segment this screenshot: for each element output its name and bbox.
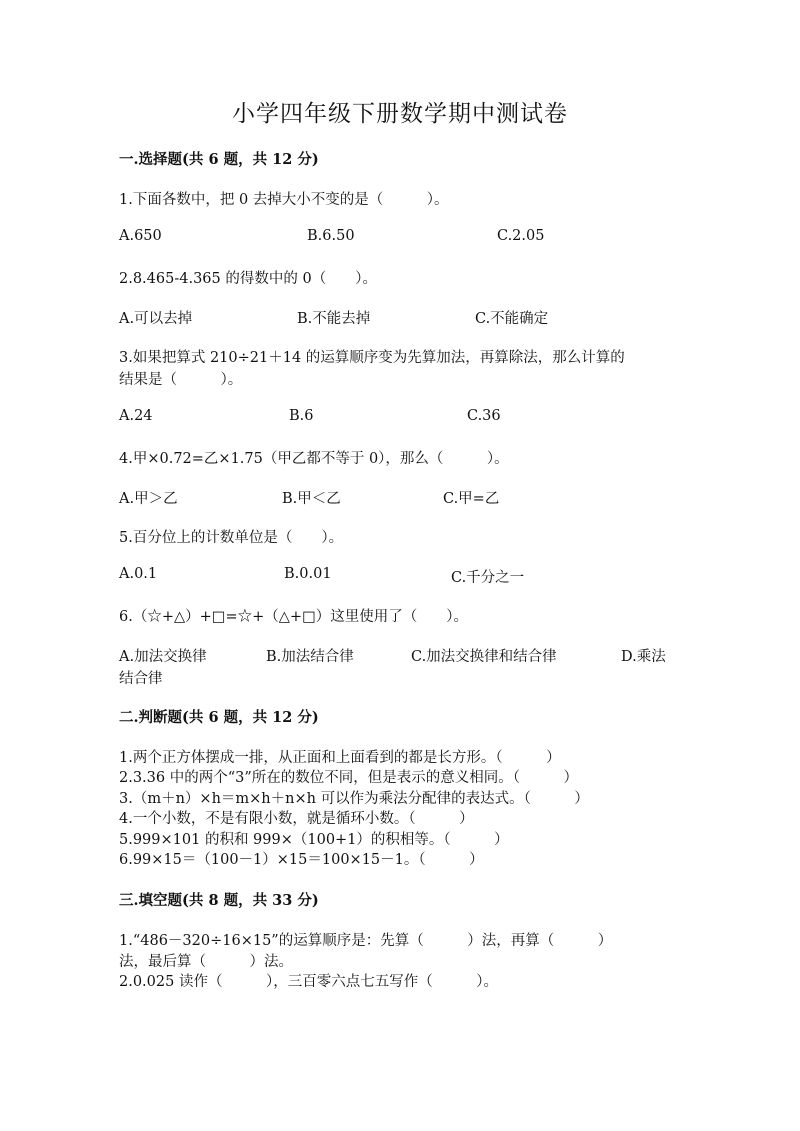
- question-5-option-a: A.0.1: [119, 566, 158, 582]
- question-6-option-b: B.加法结合律: [266, 649, 354, 665]
- question-6-option-d-continued: 结合律: [119, 671, 163, 687]
- question-6-option-d: D.乘法: [621, 649, 666, 665]
- question-1-option-c: C.2.05: [497, 228, 545, 244]
- section-heading-true-false: 二.判断题(共 6 题，共 12 分): [119, 709, 319, 726]
- fill-in-question-1-line1: 1.“486－320÷16×15”的运算顺序是：先算（ ）法，再算（ ）: [119, 933, 613, 949]
- true-false-item-6: 6.99×15＝（100－1）×15＝100×15－1。（ ）: [119, 852, 484, 868]
- true-false-item-5: 5.999×101 的积和 999×（100+1）的积相等。（ ）: [119, 832, 509, 848]
- page-title: 小学四年级下册数学期中测试卷: [232, 101, 568, 127]
- question-4-option-c: C.甲=乙: [443, 491, 500, 507]
- fill-in-question-2: 2.0.025 读作（ ），三百零六点七五写作（ ）。: [119, 974, 498, 990]
- question-4-stem: 4.甲×0.72=乙×1.75（甲乙都不等于 0），那么（ ）。: [119, 451, 509, 467]
- section-heading-fill-in: 三.填空题(共 8 题，共 33 分): [119, 892, 319, 909]
- question-3-stem-line1: 3.如果把算式 210÷21＋14 的运算顺序变为先算加法，再算除法，那么计算的: [119, 350, 625, 366]
- question-5-option-b: B.0.01: [284, 566, 332, 582]
- true-false-item-3: 3.（m＋n）×h＝m×h＋n×h 可以作为乘法分配律的表达式。（ ）: [119, 791, 589, 807]
- section-heading-choice: 一.选择题(共 6 题，共 12 分): [119, 151, 319, 168]
- question-1-option-b: B.6.50: [307, 228, 355, 244]
- question-6-stem: 6.（☆+△）+□=☆+（△+□）这里使用了（ ）。: [119, 609, 469, 625]
- question-3-stem-line2: 结果是（ ）。: [119, 372, 243, 388]
- true-false-item-2: 2.3.36 中的两个“3”所在的数位不同，但是表示的意义相同。（ ）: [119, 770, 579, 786]
- question-6-option-c: C.加法交换律和结合律: [411, 649, 557, 665]
- true-false-item-1: 1.两个正方体摆成一排，从正面和上面看到的都是长方形。（ ）: [119, 750, 561, 766]
- question-3-option-c: C.36: [467, 408, 501, 424]
- question-2-stem: 2.8.465-4.365 的得数中的 0（ ）。: [119, 271, 377, 287]
- true-false-item-4: 4.一个小数，不是有限小数，就是循环小数。（ ）: [119, 811, 474, 827]
- question-2-option-c: C.不能确定: [475, 311, 549, 327]
- question-6-option-a: A.加法交换律: [119, 649, 207, 665]
- question-2-option-b: B.不能去掉: [297, 311, 371, 327]
- question-1-option-a: A.650: [119, 228, 162, 244]
- fill-in-question-1-line2: 法，最后算（ ）法。: [119, 954, 293, 970]
- question-4-option-a: A.甲＞乙: [119, 491, 178, 507]
- question-3-option-b: B.6: [289, 408, 314, 424]
- question-5-option-c: C.千分之一: [451, 570, 525, 586]
- question-5-stem: 5.百分位上的计数单位是（ ）。: [119, 530, 344, 546]
- question-4-option-b: B.甲＜乙: [282, 491, 341, 507]
- question-1-stem: 1.下面各数中，把 0 去掉大小不变的是（ ）。: [119, 192, 449, 208]
- question-2-option-a: A.可以去掉: [119, 311, 193, 327]
- question-3-option-a: A.24: [119, 408, 153, 424]
